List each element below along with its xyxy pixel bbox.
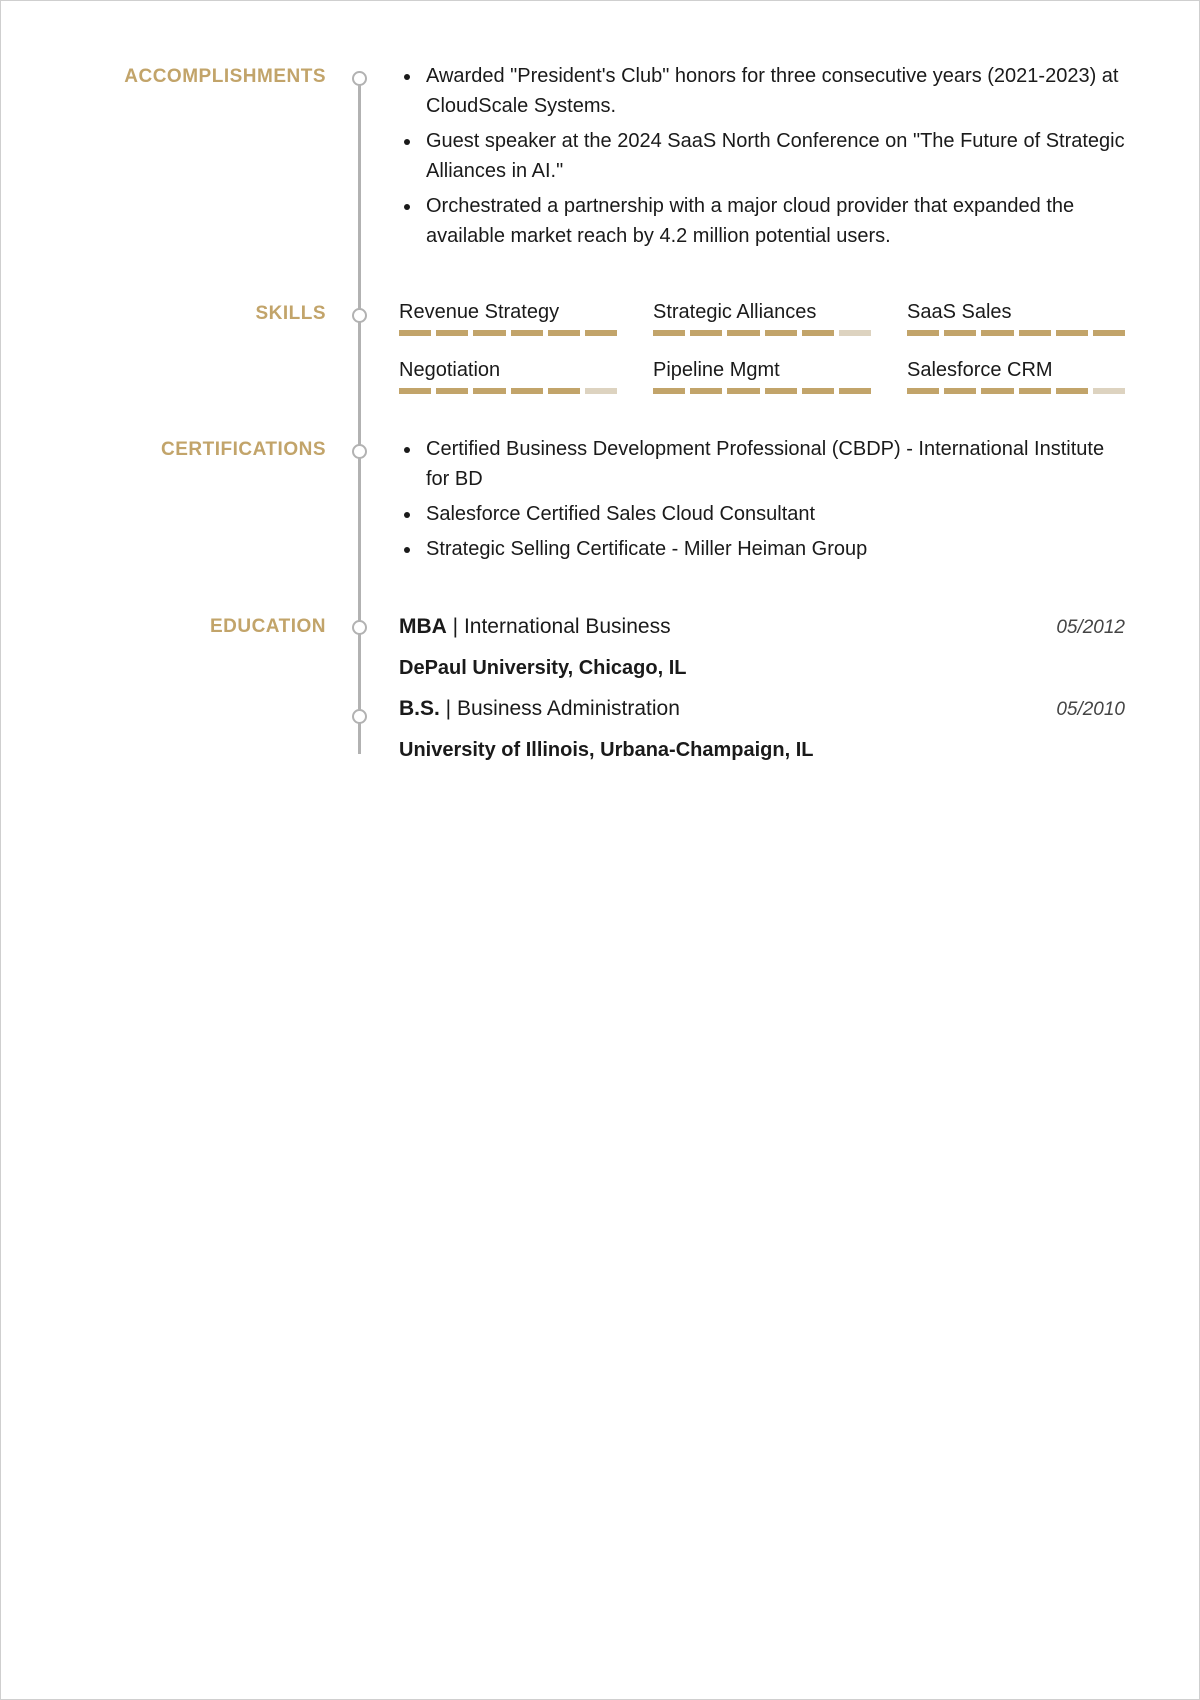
skill-level-segment xyxy=(839,388,871,394)
degree-separator: | xyxy=(446,615,464,638)
skill-level-segment xyxy=(690,330,722,336)
list-item: Strategic Selling Certificate - Miller Heiman Group xyxy=(399,534,1125,564)
skill-level-segment xyxy=(548,388,580,394)
skill-level-segment xyxy=(907,330,939,336)
skill-level-bar xyxy=(907,330,1125,336)
skill-level-segment xyxy=(690,388,722,394)
list-item: Guest speaker at the 2024 SaaS North Conference on "The Future of Strategic Alliances in AI." xyxy=(399,126,1125,186)
list-item: Certified Business Development Professional (CBDP) - International Institute for BD xyxy=(399,434,1125,494)
skill-item xyxy=(399,358,617,394)
degree-name: B.S. xyxy=(399,697,440,720)
skill-item xyxy=(399,300,617,336)
section-title-skills: SKILLS xyxy=(255,303,326,324)
skill-level-segment xyxy=(399,388,431,394)
education-entry xyxy=(399,696,1125,763)
skill-level-segment xyxy=(1093,388,1125,394)
skill-level-segment xyxy=(1056,388,1088,394)
skill-level-segment xyxy=(653,330,685,336)
skill-level-segment xyxy=(511,330,543,336)
skill-level-segment xyxy=(511,388,543,394)
section-title-accomplishments: ACCOMPLISHMENTS xyxy=(124,66,326,87)
skill-level-segment xyxy=(981,330,1013,336)
timeline-line xyxy=(358,79,361,754)
skill-level-bar xyxy=(653,388,871,394)
skill-level-bar xyxy=(907,388,1125,394)
school-name: University of Illinois, Urbana-Champaign, IL xyxy=(399,739,814,761)
certifications-list xyxy=(399,434,1125,564)
timeline-node xyxy=(352,709,367,724)
graduation-date: 05/2012 xyxy=(1056,617,1125,638)
degree-separator: | xyxy=(439,697,457,720)
skill-level-segment xyxy=(585,330,617,336)
skill-level-segment xyxy=(1056,330,1088,336)
skill-level-segment xyxy=(436,388,468,394)
degree-field: International Business xyxy=(463,615,671,638)
section-title-certifications: CERTIFICATIONS xyxy=(161,439,326,460)
degree-name: MBA xyxy=(399,615,447,638)
timeline-node xyxy=(352,308,367,323)
skill-level-segment xyxy=(802,330,834,336)
skill-item xyxy=(653,358,871,394)
skill-name: SaaS Sales xyxy=(907,301,1012,323)
skill-name: Revenue Strategy xyxy=(399,301,560,323)
skill-level-segment xyxy=(727,388,759,394)
skill-item xyxy=(907,300,1125,336)
skills-grid xyxy=(399,300,1125,394)
skill-level-segment xyxy=(727,330,759,336)
skill-level-segment xyxy=(1019,388,1051,394)
skill-item xyxy=(907,358,1125,394)
skill-name: Pipeline Mgmt xyxy=(653,359,780,381)
skill-level-segment xyxy=(585,388,617,394)
education-entry xyxy=(399,614,1125,681)
skill-level-bar xyxy=(399,388,617,394)
degree-field: Business Administration xyxy=(456,697,680,720)
skill-level-segment xyxy=(399,330,431,336)
degree-line xyxy=(399,696,680,722)
skill-level-segment xyxy=(944,388,976,394)
section-title-education: EDUCATION xyxy=(209,616,326,637)
skill-level-segment xyxy=(1019,330,1051,336)
skill-level-segment xyxy=(436,330,468,336)
skill-name: Salesforce CRM xyxy=(907,359,1053,381)
skill-item xyxy=(653,300,871,336)
timeline-node xyxy=(352,620,367,635)
skill-level-bar xyxy=(653,330,871,336)
graduation-date: 05/2010 xyxy=(1056,699,1125,720)
list-item: Salesforce Certified Sales Cloud Consultant xyxy=(399,499,1125,529)
skill-level-segment xyxy=(473,330,505,336)
skill-level-segment xyxy=(765,330,797,336)
school-name: DePaul University, Chicago, IL xyxy=(399,657,687,679)
skill-level-segment xyxy=(765,388,797,394)
skill-level-segment xyxy=(839,330,871,336)
accomplishments-list xyxy=(399,61,1125,251)
skill-level-segment xyxy=(1093,330,1125,336)
skill-level-segment xyxy=(473,388,505,394)
list-item: Awarded "President's Club" honors for three consecutive years (2021-2023) at CloudScale Systems. xyxy=(399,61,1125,121)
skill-level-segment xyxy=(802,388,834,394)
timeline-node xyxy=(352,71,367,86)
timeline-node xyxy=(352,444,367,459)
list-item: Orchestrated a partnership with a major cloud provider that expanded the available market reach by 4.2 million potential users. xyxy=(399,191,1125,251)
skill-name: Strategic Alliances xyxy=(653,301,817,323)
skill-level-segment xyxy=(907,388,939,394)
skill-level-bar xyxy=(399,330,617,336)
skill-level-segment xyxy=(981,388,1013,394)
skill-name: Negotiation xyxy=(399,359,501,381)
skill-level-segment xyxy=(944,330,976,336)
skill-level-segment xyxy=(653,388,685,394)
degree-line xyxy=(399,614,671,640)
skill-level-segment xyxy=(548,330,580,336)
